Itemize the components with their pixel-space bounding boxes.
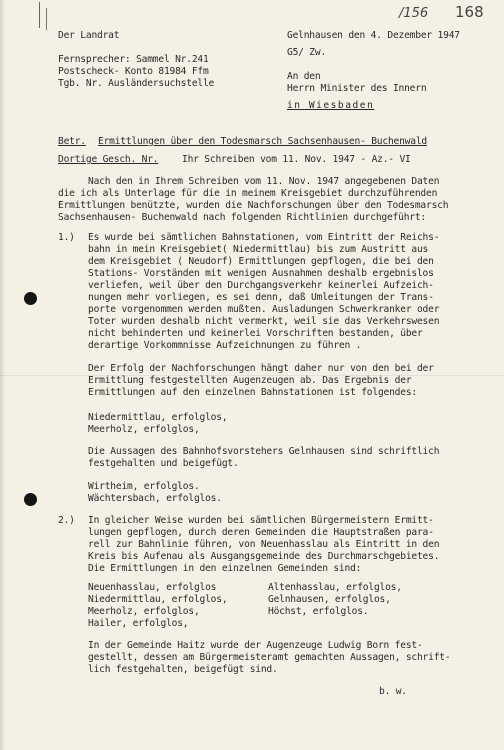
result-intro-line: Ermittlungen auf den einzelnen Bahnstationen ist folgendes: — [88, 387, 417, 398]
margin-mark — [46, 8, 47, 30]
section1-line: derartige Vorkommnisse Aufzeichnungen zu führen . — [88, 340, 362, 351]
result-intro-line: Der Erfolg der Nachforschungen hängt daher nur von den bei der — [88, 363, 434, 374]
sender-contact: Tgb. Nr. Ausländersuchstelle — [58, 78, 215, 89]
section2-line: Kreis bis Aufenau als Ausgangsgemeinde des Durchmarschgebietes. — [88, 551, 440, 562]
reference-code: G5/ Zw. — [287, 47, 327, 58]
sender-contact: Postscheck- Konto 81984 Ffm — [58, 66, 209, 77]
section1-line: porte vorgenommen werden mußten. Ausladungen Schwerkranker oder — [88, 304, 440, 315]
page-number: 168 — [455, 3, 484, 21]
section1-line: nicht behinderten und keinerlei Vorschriften bestanden, über — [88, 328, 423, 339]
haitz-line: gestellt, dessen am Bürgermeisteramt gemachten Aussagen, schrift- — [88, 652, 451, 663]
section1-line: Stations- Vorständen mit wenigen Ausnahmen deshalb ergebnislos — [88, 268, 434, 279]
haitz-line: In der Gemeinde Haitz wurde der Augenzeuge Ludwig Born fest- — [88, 640, 423, 651]
community-item: Neuenhasslau, erfolglos — [88, 582, 217, 593]
community-item: Altenhasslau, erfolglos, — [268, 582, 402, 593]
file-ref-label: Dortige Gesch. Nr. — [58, 154, 159, 165]
section1-line: Es wurde bei sämtlichen Bahnstationen, vom Eintritt der Reichs- — [88, 232, 440, 243]
section1-line: nungen mehr vorliegen, es sei denn, daß Umleitungen der Trans- — [88, 292, 434, 303]
community-item: Meerholz, erfolglos, — [88, 606, 200, 617]
closing-bw: b. w. — [379, 686, 407, 697]
section2-number: 2.) — [58, 515, 75, 526]
recipient-name: Herrn Minister des Innern — [287, 83, 427, 94]
recipient-an-den: An den — [287, 71, 321, 82]
gelnhausen-note-line: festgehalten und beigefügt. — [88, 458, 239, 469]
sender: Der Landrat — [58, 30, 120, 41]
section2-line: In gleicher Weise wurden bei sämtlichen Bürgermeistern Ermitt- — [88, 515, 434, 526]
recipient-city: in Wiesbaden — [287, 100, 375, 111]
section1-number: 1.) — [58, 232, 75, 243]
punch-hole — [24, 292, 37, 305]
intro-line: Ermittlungen benützte, wurden die Nachforschungen über den Todesmarsch — [58, 200, 449, 211]
sender-contact: Fernsprecher: Sammel Nr.241 — [58, 54, 209, 65]
section1-line: Toter wurden deshalb nicht vermerkt, weil sie das Verkehrswesen — [88, 316, 440, 327]
station-item: Wächtersbach, erfolglos. — [88, 493, 222, 504]
section2-line: lungen gepflogen, durch deren Gemeinden die Hauptstraßen para- — [88, 527, 434, 538]
station-item: Niedermittlau, erfolglos, — [88, 412, 228, 423]
section2-line: Die Ermittlungen in den einzelnen Gemeinden sind: — [88, 563, 362, 574]
community-item: Gelnhausen, erfolglos, — [268, 594, 391, 605]
section1-line: dem Kreisgebiet ( Neudorf) Ermittlungen gepflogen, die bei den — [88, 256, 434, 267]
punch-hole — [24, 493, 37, 506]
intro-line: Sachsenhausen- Buchenwald nach folgenden Richtlinien durchgeführt: — [58, 212, 427, 223]
file-ref-text: Ihr Schreiben vom 11. Nov. 1947 - Az.- VI — [182, 154, 411, 165]
margin-mark — [39, 2, 40, 28]
station-item: Wirtheim, erfolglos. — [88, 481, 200, 492]
haitz-line: lich festgehalten, beigefügt sind. — [88, 664, 278, 675]
place-date: Gelnhausen den 4. Dezember 1947 — [287, 30, 460, 41]
result-intro-line: Ermittlung festgestellten Augenzeugen ab. Das Ergebnis der — [88, 375, 412, 386]
section1-line: verliefen, weil über den Durchgangsverkehr keinerlei Aufzeich- — [88, 280, 434, 291]
community-item: Höchst, erfolglos. — [268, 606, 369, 617]
section1-line: bahn in mein Kreisgebiet( Niedermittlau) bis zum Austritt aus — [88, 244, 429, 255]
intro-line: die ich als Unterlage für die in meinem Kreisgebiet durchzuführenden — [58, 188, 438, 199]
intro-line: Nach den in Ihrem Schreiben vom 11. Nov. 1947 angegebenen Daten — [88, 176, 440, 187]
station-item: Meerholz, erfolglos, — [88, 424, 200, 435]
subject-label: Betr. — [58, 136, 86, 147]
gelnhausen-note-line: Die Aussagen des Bahnhofsvorstehers Gelnhausen sind schriftlich — [88, 446, 440, 457]
subject-text: Ermittlungen über den Todesmarsch Sachsenhausen- Buchenwald — [98, 136, 427, 147]
archive-note: /156 — [399, 6, 429, 21]
community-item: Hailer, erfolglos, — [88, 618, 189, 629]
community-item: Niedermittlau, erfolglos, — [88, 594, 228, 605]
section2-line: rell zur Bahnlinie führen, von Neuenhasslau als Eintritt in den — [88, 539, 440, 550]
